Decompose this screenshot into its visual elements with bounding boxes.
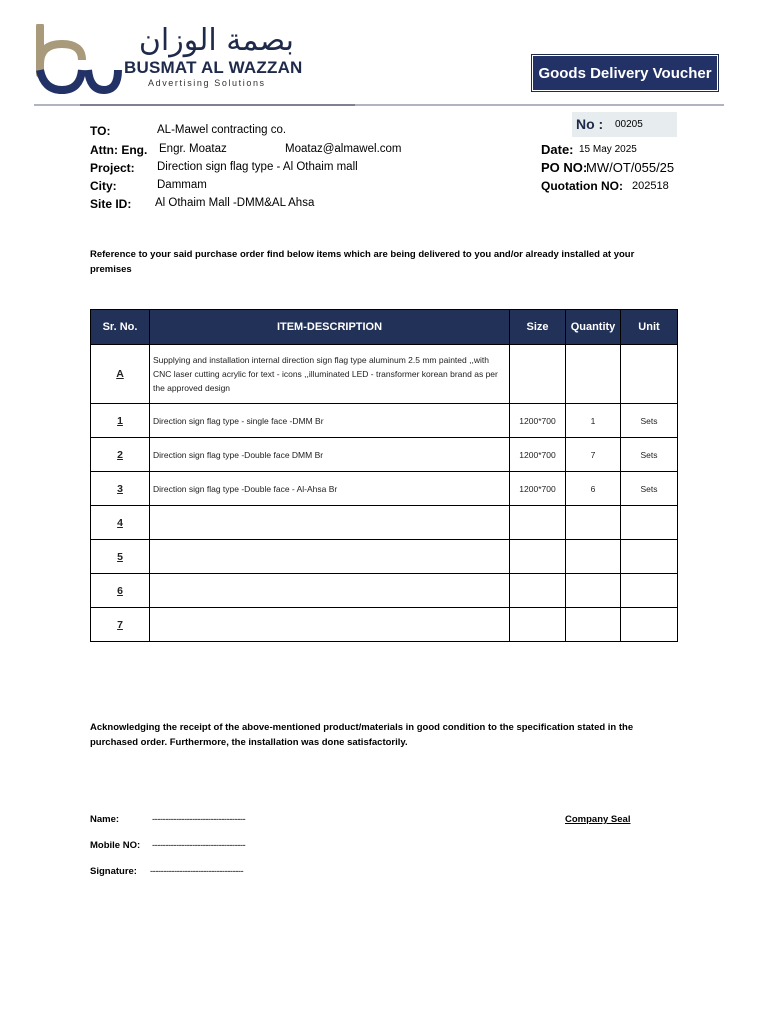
items-table (90, 309, 678, 642)
row-description: Direction sign flag type -Double face DMM Br (150, 438, 510, 472)
row-quantity (566, 574, 621, 608)
logo-tagline: Advertising Solutions (148, 78, 266, 88)
mobile-blank-line: ----------------------------------- (152, 840, 246, 851)
row-sr: 2 (91, 438, 150, 472)
city-value: Dammam (157, 179, 207, 191)
row-description (150, 506, 510, 540)
row-size (510, 506, 566, 540)
table-row (91, 438, 678, 472)
site-id-label: Site ID: (90, 197, 132, 211)
header-size: Size (510, 310, 566, 345)
row-sr: 3 (91, 472, 150, 506)
row-size: 1200*700 (510, 404, 566, 438)
row-sr: 4 (91, 506, 150, 540)
to-value: AL-Mawel contracting co. (157, 124, 287, 136)
row-unit (621, 574, 678, 608)
po-value: MW/OT/055/25 (586, 160, 675, 175)
row-unit: Sets (621, 472, 678, 506)
header-divider-accent (80, 104, 355, 106)
quotation-value: 202518 (632, 180, 669, 192)
acknowledgement-text: Acknowledging the receipt of the above-mentioned product/materials in good condition to the specification stated in the purchased order. Furthermore, the installation was done satisfactorily. (90, 722, 634, 748)
attn-label: Attn: Eng. (90, 143, 148, 157)
signature-blank-line: ----------------------------------- (150, 866, 244, 877)
attn-email: Moataz@almawel.com (285, 143, 402, 155)
mobile-label: Mobile NO: (90, 840, 141, 851)
row-description (150, 608, 510, 642)
logo-company-name: BUSMAT AL WAZZAN (124, 58, 303, 77)
voucher-number-value: 00205 (615, 119, 643, 130)
header-sr-no: Sr. No. (91, 310, 150, 345)
row-unit: Sets (621, 404, 678, 438)
attn-value: Engr. Moataz (159, 143, 227, 155)
header-unit: Unit (621, 310, 678, 345)
table-row (91, 540, 678, 574)
row-size (510, 608, 566, 642)
row-quantity: 6 (566, 472, 621, 506)
header-item-description: ITEM-DESCRIPTION (150, 310, 510, 345)
date-label: Date: (541, 142, 574, 157)
site-id-value: Al Othaim Mall -DMM&AL Ahsa (155, 197, 315, 209)
row-sr: A (91, 345, 150, 404)
company-logo-icon (34, 24, 122, 96)
row-unit: Sets (621, 438, 678, 472)
row-quantity (566, 608, 621, 642)
row-unit (621, 608, 678, 642)
name-blank-line: ----------------------------------- (152, 814, 246, 825)
reference-text: Reference to your said purchase order find below items which are being delivered to you and/or already installed at your premises (90, 249, 635, 275)
row-size (510, 540, 566, 574)
to-label: TO: (90, 124, 111, 138)
row-description: Direction sign flag type - single face -DMM Br (150, 404, 510, 438)
row-description: Direction sign flag type -Double face - Al-Ahsa Br (150, 472, 510, 506)
logo-arabic-text: بصمة الوزان (138, 23, 294, 58)
table-row (91, 472, 678, 506)
po-label: PO NO: (541, 160, 588, 175)
row-size: 1200*700 (510, 438, 566, 472)
row-description (150, 540, 510, 574)
table-row (91, 404, 678, 438)
voucher-title: Goods Delivery Voucher (533, 56, 717, 90)
voucher-number-label: No : (576, 116, 604, 132)
row-quantity (566, 345, 621, 404)
row-size (510, 345, 566, 404)
name-label: Name: (90, 814, 120, 825)
row-description (150, 574, 510, 608)
row-unit (621, 506, 678, 540)
company-seal-label: Company Seal (565, 814, 631, 825)
row-sr: 6 (91, 574, 150, 608)
row-unit (621, 345, 678, 404)
table-row (91, 608, 678, 642)
table-header-row (91, 310, 678, 345)
signature-label: Signature: (90, 866, 137, 877)
row-sr: 1 (91, 404, 150, 438)
header-quantity: Quantity (566, 310, 621, 345)
row-quantity (566, 506, 621, 540)
row-description: Supplying and installation internal direction sign flag type aluminum 2.5 mm painted ,,with CNC laser cutting acrylic for text - icons ,,illuminated LED - transformer korean brand as per the approved design (150, 345, 510, 404)
table-row (91, 506, 678, 540)
row-unit (621, 540, 678, 574)
row-quantity (566, 540, 621, 574)
city-label: City: (90, 179, 117, 193)
row-sr: 7 (91, 608, 150, 642)
table-row (91, 345, 678, 404)
row-quantity: 7 (566, 438, 621, 472)
row-sr: 5 (91, 540, 150, 574)
row-quantity: 1 (566, 404, 621, 438)
project-label: Project: (90, 161, 135, 175)
row-size (510, 574, 566, 608)
quotation-label: Quotation NO: (541, 179, 623, 193)
row-size: 1200*700 (510, 472, 566, 506)
voucher-title-box (531, 54, 719, 92)
project-value: Direction sign flag type - Al Othaim mall (157, 161, 358, 173)
date-value: 15 May 2025 (579, 144, 637, 155)
table-row (91, 574, 678, 608)
